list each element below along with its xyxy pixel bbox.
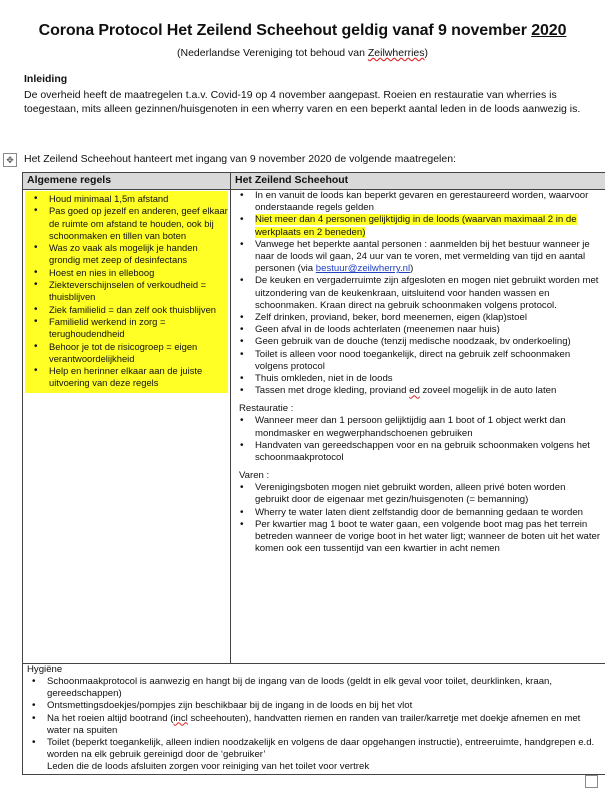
list-item: • Toilet (beperkt toegankelijk, alleen indien noodzakelijk en volgens de daar opgehangen instructie), entreeruimte, handgrepen e.d. worden na elk gebruik gereinigd door de ‘gebruiker’ — [23, 737, 605, 761]
list-item: • Wanneer meer dan 1 persoon gelijktijdig aan 1 boot of 1 object werkt dan mondmasker en wegwerphandschoenen gebruiken — [231, 415, 605, 439]
hygiene-list — [23, 676, 605, 761]
hygiene-heading: Hygiëne — [27, 664, 63, 675]
list-item: • De keuken en vergaderruimte zijn afgesloten en mogen niet gebruikt worden met uitzondering van de keukenkraan, uitsluitend voor handen wassen en schoonmaken. Kraan direct na gebruik schoonmaken volgens protocol. — [231, 275, 605, 312]
hygiene-extra-line: Leden die de loods afsluiten zorgen voor reiniging van het toilet voor vertrek — [47, 761, 370, 773]
measures-table — [22, 172, 605, 775]
list-item: • Familielid werkend in zorg = terughoudendheid — [25, 316, 228, 341]
general-rules-cell — [23, 190, 231, 664]
highlighted-text: Niet meer dan 4 personen gelijktijdig in de loods (waarvan maximaal 2 in de werkplaats en 2 beneden) — [255, 214, 577, 238]
list-item: • Vanwege het beperkte aantal personen : aanmelden bij het bestuur wanneer je naar de loods wil gaan, 24 uur van te voren, met vermelding van tijd en aantal personen (via bestuur@zeilwherry.nl) — [231, 239, 605, 276]
list-item: • Zelf drinken, proviand, beker, bord meenemen, eigen (klap)stoel — [231, 312, 605, 324]
column-header-general: Algemene regels — [23, 173, 231, 190]
list-item: • Ziekteverschijnselen of verkoudheid = thuisblijven — [25, 279, 228, 304]
column-header-club: Het Zeilend Scheehout — [231, 173, 605, 190]
document-title: Corona Protocol Het Zeilend Scheehout geldig vanaf 9 november 2020 — [38, 22, 567, 39]
varen-heading: Varen : — [239, 470, 270, 482]
restauratie-heading: Restauratie : — [239, 403, 294, 415]
list-item: • Ontsmettingsdoekjes/pompjes zijn beschikbaar bij de ingang in de loods en bij het vlot — [23, 700, 605, 712]
list-item: • Wherry te water laten dient zelfstandig door de bemanning gedaan te worden — [231, 507, 605, 519]
list-item: • In en vanuit de loods kan beperkt gevaren en gerestaureerd worden, waarvoor onderstaande regels gelden — [231, 190, 605, 214]
general-rules-highlight — [25, 191, 228, 393]
resize-handle-icon[interactable] — [585, 775, 598, 788]
document-subtitle: (Nederlandse Vereniging tot behoud van Zeilwherries) — [177, 47, 428, 59]
intro-measures-line: Het Zeilend Scheehout hanteert met ingang van 9 november 2020 de volgende maatregelen: — [24, 153, 456, 165]
club-rules-list — [231, 190, 605, 397]
list-item: • Schoonmaakprotocol is aanwezig en hangt bij de ingang van de loods (geldt in elk geval voor toilet, deurklinken, kraan, gereedschappen) — [23, 676, 605, 700]
list-item: • Handvaten van gereedschappen voor en na gebruik schoonmaken volgens het schoonmaakprotocol — [231, 440, 605, 464]
list-item — [231, 214, 605, 238]
move-icon[interactable]: ✥ — [3, 153, 17, 167]
intro-paragraph: De overheid heeft de maatregelen t.a.v. Covid-19 op 4 november aangepast. Roeien en restauratie van wherries is toegestaan, mits alleen gezinnen/huisgenoten in een wherry varen en een beperkt aantal leden in de loods aanwezig is. — [24, 89, 581, 115]
list-item: • Hoest en nies in elleboog — [25, 267, 228, 279]
list-item: • Toilet is alleen voor nood toegankelijk, direct na gebruik zelf schoonmaken volgens protocol — [231, 349, 605, 373]
hygiene-cell — [23, 664, 605, 775]
varen-list — [231, 482, 605, 555]
list-item: • Houd minimaal 1,5m afstand — [25, 193, 228, 205]
list-item: • Ziek familielid = dan zelf ook thuisblijven — [25, 304, 228, 316]
list-item: • Tassen met droge kleding, proviand ed zoveel mogelijk in de auto laten — [231, 385, 605, 397]
list-item: • Help en herinner elkaar aan de juiste uitvoering van deze regels — [25, 365, 228, 390]
club-rules-cell — [231, 190, 605, 664]
list-item: • Pas goed op jezelf en anderen, geef elkaar de ruimte om afstand te houden, ook bij schoonmaken en tillen van boten — [25, 205, 228, 242]
general-rules-list — [25, 193, 228, 390]
intro-heading: Inleiding — [24, 73, 68, 85]
list-item: • Na het roeien altijd bootrand (incl scheehouten), handvatten riemen en randen van trailer/karretje met doekje afnemen en met water na spuiten — [23, 713, 605, 737]
list-item: • Per kwartier mag 1 boot te water gaan, een volgende boot mag pas het terrein betreden wanneer de vorige boot in het water ligt; wanneer de boten uit het water komen ook een tussentijd van een kwartier in acht nemen — [231, 519, 605, 556]
list-item: • Thuis omkleden, niet in de loods — [231, 373, 605, 385]
restauratie-list — [231, 415, 605, 464]
list-item: • Behoor je tot de risicogroep = eigen verantwoordelijkheid — [25, 341, 228, 366]
list-item: • Geen afval in de loods achterlaten (meenemen naar huis) — [231, 324, 605, 336]
email-link[interactable]: bestuur@zeilwherry.nl — [315, 263, 411, 275]
list-item: • Geen gebruik van de douche (tenzij medische noodzaak, bv onderkoeling) — [231, 336, 605, 348]
list-item: • Was zo vaak als mogelijk je handen grondig met zeep of desinfectans — [25, 242, 228, 267]
list-item: • Verenigingsboten mogen niet gebruikt worden, alleen privé boten worden gebruikt door de eigenaar met gezin/huisgenoten (= bemanning) — [231, 482, 605, 506]
